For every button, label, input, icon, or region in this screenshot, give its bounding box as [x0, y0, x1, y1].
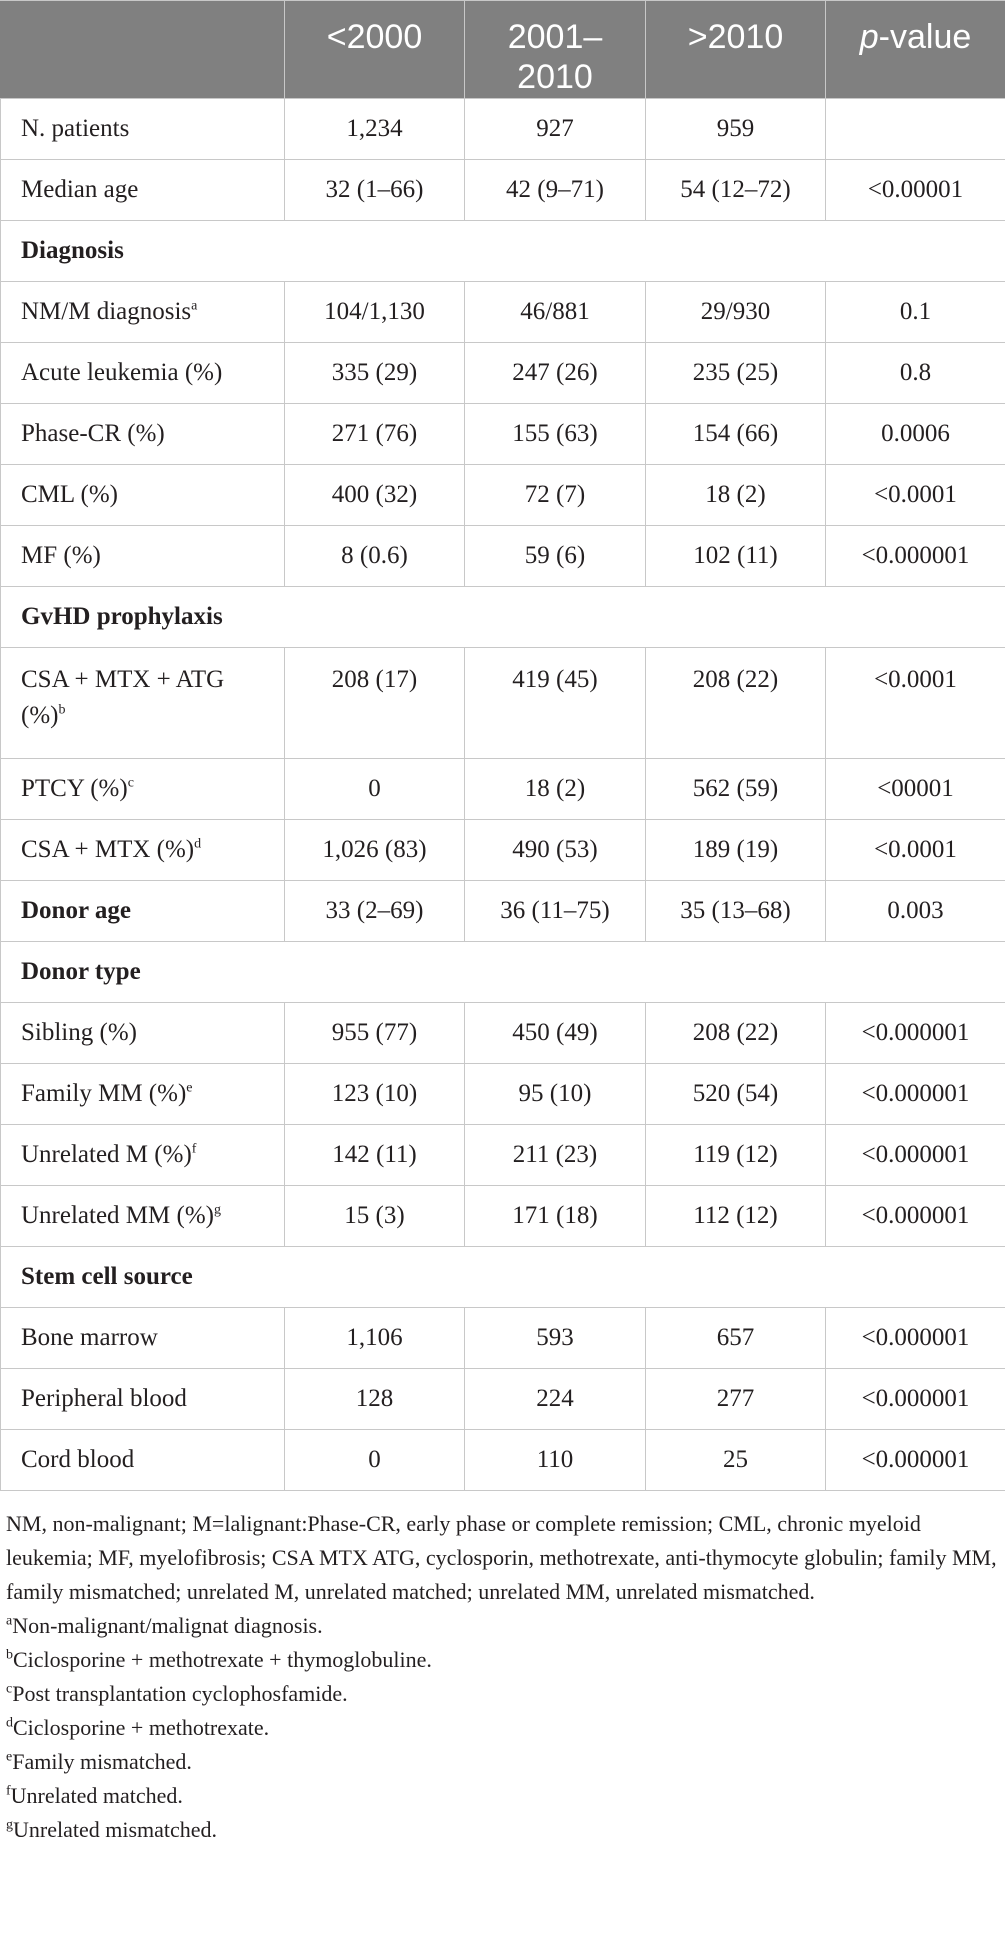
- label-text: NM/M diagnosis: [21, 298, 192, 325]
- row-label: MF (%): [1, 526, 285, 587]
- cell: 142 (11): [285, 1125, 465, 1186]
- cell: 46/881: [465, 282, 646, 343]
- cell: 657: [646, 1308, 826, 1369]
- footnote-g: [6, 1813, 1001, 1847]
- row-label: [1, 820, 285, 881]
- cell: 35 (13–68): [646, 881, 826, 942]
- label-text: PTCY (%): [21, 775, 128, 802]
- footnote-mark: c: [6, 1681, 13, 1697]
- footnote-mark: e: [186, 1080, 193, 1096]
- row-label: [1, 1186, 285, 1247]
- cell: 119 (12): [646, 1125, 826, 1186]
- table-row: [1, 404, 1005, 465]
- cell: 959: [646, 99, 826, 160]
- cell: <0.0001: [826, 465, 1005, 526]
- p-rest: -value: [878, 18, 972, 56]
- label-text: CSA + MTX (%): [21, 836, 195, 863]
- cell: 490 (53): [465, 820, 646, 881]
- footnote-mark: d: [6, 1715, 13, 1731]
- cell: <0.000001: [826, 1125, 1005, 1186]
- abbreviations-note: NM, non-malignant; M=lalignant:Phase-CR, early phase or complete remission; CML, chronic myeloid leukemia; MF, myelofibrosis; CSA MTX ATG, cyclosporin, methotrexate, anti-thymocyte globulin; family MM, family mismatched; unrelated M, unrelated matched; unrelated MM, unrelated mismatched.: [6, 1511, 997, 1604]
- cell: <0.000001: [826, 1186, 1005, 1247]
- cell: 123 (10): [285, 1064, 465, 1125]
- cell: [826, 99, 1005, 160]
- row-label: [1, 1064, 285, 1125]
- section-row: [1, 1247, 1005, 1308]
- cell: 1,234: [285, 99, 465, 160]
- cell: 235 (25): [646, 343, 826, 404]
- table-row: [1, 282, 1005, 343]
- row-label: [1, 648, 285, 759]
- cell: 15 (3): [285, 1186, 465, 1247]
- footnote-text: Non-malignant/malignat diagnosis.: [12, 1613, 323, 1638]
- p-italic: p: [859, 18, 879, 56]
- cell: 0.0006: [826, 404, 1005, 465]
- row-label: Phase-CR (%): [1, 404, 285, 465]
- footnote-mark: d: [194, 836, 202, 852]
- cell: 927: [465, 99, 646, 160]
- cell: 171 (18): [465, 1186, 646, 1247]
- footnote-a: [6, 1609, 1001, 1643]
- cell: 154 (66): [646, 404, 826, 465]
- footnote-f: [6, 1779, 1001, 1813]
- cell: 208 (17): [285, 648, 465, 759]
- cell: <0.000001: [826, 1430, 1005, 1491]
- footnote-mark: f: [6, 1783, 11, 1799]
- header-col-3: >2010: [646, 1, 826, 99]
- cell: <0.000001: [826, 1003, 1005, 1064]
- cell: 271 (76): [285, 404, 465, 465]
- cell: 112 (12): [646, 1186, 826, 1247]
- footnote-text: Ciclosporine + methotrexate.: [13, 1715, 270, 1740]
- footnote-c: [6, 1677, 1001, 1711]
- cell: 54 (12–72): [646, 160, 826, 221]
- table-row: [1, 820, 1005, 881]
- table-row: [1, 1430, 1005, 1491]
- cell: 0: [285, 1430, 465, 1491]
- cell: 955 (77): [285, 1003, 465, 1064]
- section-label: Donor type: [1, 942, 1005, 1003]
- header-col-4: [826, 1, 1005, 99]
- row-label: Cord blood: [1, 1430, 285, 1491]
- table-row: [1, 1125, 1005, 1186]
- section-label: Diagnosis: [1, 221, 1005, 282]
- table-row: [1, 160, 1005, 221]
- table-row: [1, 1369, 1005, 1430]
- cell: 189 (19): [646, 820, 826, 881]
- cell: <0.0001: [826, 648, 1005, 759]
- section-row: [1, 587, 1005, 648]
- cell: 102 (11): [646, 526, 826, 587]
- cell: <00001: [826, 759, 1005, 820]
- cell: 95 (10): [465, 1064, 646, 1125]
- table-notes: [0, 1491, 1005, 1847]
- cell: <0.000001: [826, 1064, 1005, 1125]
- table-row: [1, 343, 1005, 404]
- table-row: [1, 1064, 1005, 1125]
- cell: 277: [646, 1369, 826, 1430]
- cell: <0.00001: [826, 160, 1005, 221]
- cell: 25: [646, 1430, 826, 1491]
- cell: 18 (2): [646, 465, 826, 526]
- cell: 59 (6): [465, 526, 646, 587]
- row-label: N. patients: [1, 99, 285, 160]
- row-label: Bone marrow: [1, 1308, 285, 1369]
- footnote-mark: a: [6, 1613, 13, 1629]
- cell: 0.003: [826, 881, 1005, 942]
- cell: 211 (23): [465, 1125, 646, 1186]
- footnote-mark: e: [6, 1749, 13, 1765]
- row-label: [1, 282, 285, 343]
- cell: 32 (1–66): [285, 160, 465, 221]
- label-text: Family MM (%): [21, 1080, 187, 1107]
- section-label: GvHD prophylaxis: [1, 587, 1005, 648]
- section-label: Stem cell source: [1, 1247, 1005, 1308]
- cell: 419 (45): [465, 648, 646, 759]
- cell: <0.0001: [826, 820, 1005, 881]
- footnote-text: Family mismatched.: [12, 1749, 192, 1774]
- cell: 400 (32): [285, 465, 465, 526]
- cell: 1,026 (83): [285, 820, 465, 881]
- footnote-mark: g: [6, 1817, 13, 1833]
- table-row: [1, 465, 1005, 526]
- header-col-2: 2001– 2010: [465, 1, 646, 99]
- footnote-mark: f: [191, 1141, 197, 1157]
- row-label: Median age: [1, 160, 285, 221]
- footnote-mark: c: [127, 775, 134, 791]
- cell: 208 (22): [646, 1003, 826, 1064]
- cell: 520 (54): [646, 1064, 826, 1125]
- cell: 36 (11–75): [465, 881, 646, 942]
- row-label: Acute leukemia (%): [1, 343, 285, 404]
- cell: 562 (59): [646, 759, 826, 820]
- cell: <0.000001: [826, 1308, 1005, 1369]
- header-blank: [1, 1, 285, 99]
- cell: 247 (26): [465, 343, 646, 404]
- section-row: [1, 942, 1005, 1003]
- footnote-mark: g: [214, 1202, 221, 1218]
- footnote-text: Ciclosporine + methotrexate + thymoglobuline.: [13, 1647, 432, 1672]
- label-text: Unrelated MM (%): [21, 1202, 214, 1229]
- cell: 593: [465, 1308, 646, 1369]
- cell: 104/1,130: [285, 282, 465, 343]
- row-label: [1, 759, 285, 820]
- row-label: [1, 1125, 285, 1186]
- cell: 208 (22): [646, 648, 826, 759]
- row-label: Donor age: [1, 881, 285, 942]
- label-line-1: CSA + MTX + ATG: [21, 666, 225, 693]
- cell: 18 (2): [465, 759, 646, 820]
- cell: 29/930: [646, 282, 826, 343]
- cell: <0.000001: [826, 1369, 1005, 1430]
- footnote-mark: a: [191, 298, 198, 314]
- table-row: [1, 881, 1005, 942]
- footnote-mark: b: [58, 702, 66, 718]
- footnote-text: Unrelated mismatched.: [13, 1817, 218, 1842]
- table-header: [1, 1, 1005, 99]
- cell: 8 (0.6): [285, 526, 465, 587]
- row-label: Peripheral blood: [1, 1369, 285, 1430]
- cell: 0.1: [826, 282, 1005, 343]
- cell: 72 (7): [465, 465, 646, 526]
- cell: 224: [465, 1369, 646, 1430]
- label-text: Unrelated M (%): [21, 1141, 192, 1168]
- row-label: Sibling (%): [1, 1003, 285, 1064]
- footnote-text: Unrelated matched.: [10, 1783, 183, 1808]
- table-row: [1, 1003, 1005, 1064]
- table-row: [1, 1186, 1005, 1247]
- cell: 110: [465, 1430, 646, 1491]
- cell: <0.000001: [826, 526, 1005, 587]
- row-label: CML (%): [1, 465, 285, 526]
- cell: 0: [285, 759, 465, 820]
- cell: 450 (49): [465, 1003, 646, 1064]
- footnote-mark: b: [6, 1647, 13, 1663]
- footnote-e: [6, 1745, 1001, 1779]
- table-row: [1, 99, 1005, 160]
- cell: 335 (29): [285, 343, 465, 404]
- cell: 33 (2–69): [285, 881, 465, 942]
- table-row: [1, 759, 1005, 820]
- cell: 0.8: [826, 343, 1005, 404]
- cell: 128: [285, 1369, 465, 1430]
- cell: 1,106: [285, 1308, 465, 1369]
- table-row: [1, 526, 1005, 587]
- cell: 42 (9–71): [465, 160, 646, 221]
- footnote-b: [6, 1643, 1001, 1677]
- table-row: [1, 1308, 1005, 1369]
- cell: 155 (63): [465, 404, 646, 465]
- label-line-2: (%): [21, 702, 59, 729]
- footnote-text: Post transplantation cyclophosfamide.: [12, 1681, 348, 1706]
- footnote-d: [6, 1711, 1001, 1745]
- header-col-1: <2000: [285, 1, 465, 99]
- section-row: [1, 221, 1005, 282]
- table-row: [1, 648, 1005, 759]
